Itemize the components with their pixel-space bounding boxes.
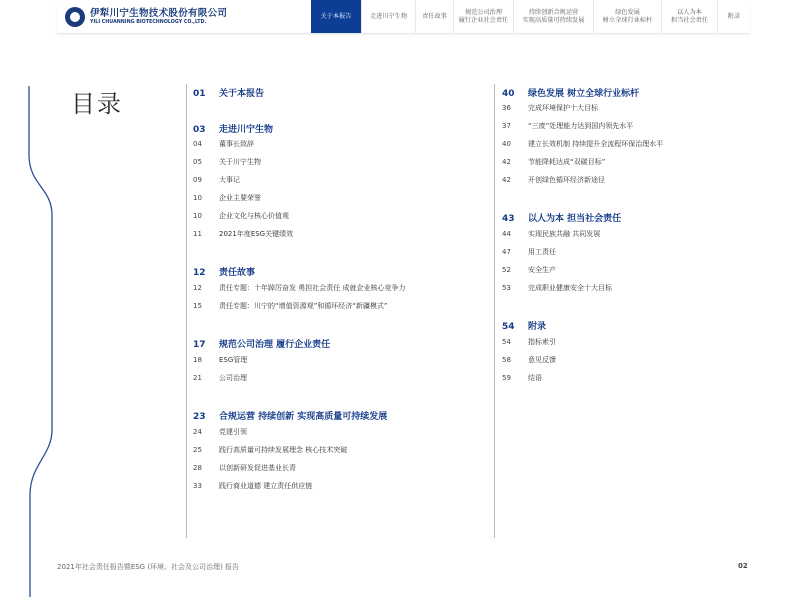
company-name-en: YILI CHUANNING BIOTECHNOLOGY CO.,LTD. (90, 19, 207, 25)
toc-item[interactable]: 37 “三废”处理能力达到国内领先水平 (502, 122, 634, 130)
top-header (57, 0, 750, 34)
nav-tab-green[interactable]: 绿色发展 树立全球行业标杆 (593, 0, 661, 33)
toc-item[interactable]: 25 践行高质量可持续发展理念 核心技术突破 (193, 446, 348, 454)
toc-item[interactable]: 33 践行商业道德 建立责任供应链 (193, 482, 313, 490)
toc-section[interactable]: 43 以人为本 担当社会责任 (502, 214, 622, 224)
logo-icon (65, 7, 85, 27)
footer-report-title: 2021年社会责任报告暨ESG (环境、社会及公司治理) 报告 (57, 563, 240, 571)
toc-item[interactable]: 15 责任专题：川宁的“增值资源观”和循环经济“新疆模式” (193, 302, 388, 310)
company-name-cn: 伊犁川宁生物技术股份有限公司 (90, 7, 228, 19)
toc-item[interactable]: 53 完成职业健康安全十大目标 (502, 284, 612, 292)
toc-section[interactable]: 23 合规运营 持续创新 实现高质量可持续发展 (193, 412, 388, 422)
toc-item[interactable]: 10 企业主要荣誉 (193, 194, 261, 202)
toc-item[interactable]: 36 完成环境保护十大目标 (502, 104, 598, 112)
toc-item[interactable]: 42 开创绿色循环经济新途径 (502, 176, 605, 184)
column-divider-right (494, 84, 495, 538)
toc-item[interactable]: 42 节能降耗达成“双碳目标” (502, 158, 606, 166)
toc-item[interactable]: 47 用工责任 (502, 248, 556, 256)
nav-tab-compliance[interactable]: 持续创新合规运营 实现高质量可持续发展 (513, 0, 593, 33)
toc-item[interactable]: 54 指标索引 (502, 338, 556, 346)
toc-item[interactable]: 21 公司治理 (193, 374, 247, 382)
toc-item[interactable]: 04 董事长致辞 (193, 140, 254, 148)
toc-section[interactable]: 17 规范公司治理 履行企业责任 (193, 340, 331, 350)
company-logo[interactable] (57, 0, 311, 33)
column-divider-left (186, 84, 187, 538)
top-nav (311, 0, 750, 33)
page-title: 目录 (71, 90, 123, 118)
toc-section[interactable]: 40 绿色发展 树立全球行业标杆 (502, 89, 640, 99)
toc-item[interactable]: 10 企业文化与核心价值观 (193, 212, 289, 220)
toc-section[interactable]: 12 责任故事 (193, 268, 256, 278)
toc-item[interactable]: 24 党建引领 (193, 428, 247, 436)
toc-item[interactable]: 12 责任专题：十年踔厉奋发 勇担社会责任 成就企业核心竞争力 (193, 284, 406, 292)
toc-section[interactable]: 01 关于本报告 (193, 89, 265, 99)
page-number: 02 (738, 562, 748, 570)
toc-item[interactable]: 40 建立长效机制 持续提升全流程环保治理水平 (502, 140, 664, 148)
toc-item[interactable]: 11 2021年度ESG关键绩效 (193, 230, 294, 238)
nav-tab-people[interactable]: 以人为本 担当社会责任 (661, 0, 717, 33)
toc-section[interactable]: 54 附录 (502, 322, 547, 332)
toc-item[interactable]: 59 结语 (502, 374, 542, 382)
nav-tab-company[interactable]: 走进川宁生物 (361, 0, 415, 33)
toc-section[interactable]: 03 走进川宁生物 (193, 125, 274, 135)
toc-item[interactable]: 28 以创新研发促进基业长青 (193, 464, 296, 472)
toc-item[interactable]: 09 大事记 (193, 176, 240, 184)
toc-item[interactable]: 52 安全生产 (502, 266, 556, 274)
toc-item[interactable]: 18 ESG管理 (193, 356, 248, 364)
nav-tab-appendix[interactable]: 附录 (717, 0, 750, 33)
nav-tab-governance[interactable]: 规范公司治理 履行企业社会责任 (453, 0, 513, 33)
nav-tab-about-report[interactable]: 关于本报告 (311, 0, 361, 33)
toc-item[interactable]: 58 意见反馈 (502, 356, 556, 364)
toc-item[interactable]: 05 关于川宁生物 (193, 158, 261, 166)
nav-tab-stories[interactable]: 责任故事 (415, 0, 453, 33)
toc-item[interactable]: 44 实现民族共融 共同发展 (502, 230, 601, 238)
